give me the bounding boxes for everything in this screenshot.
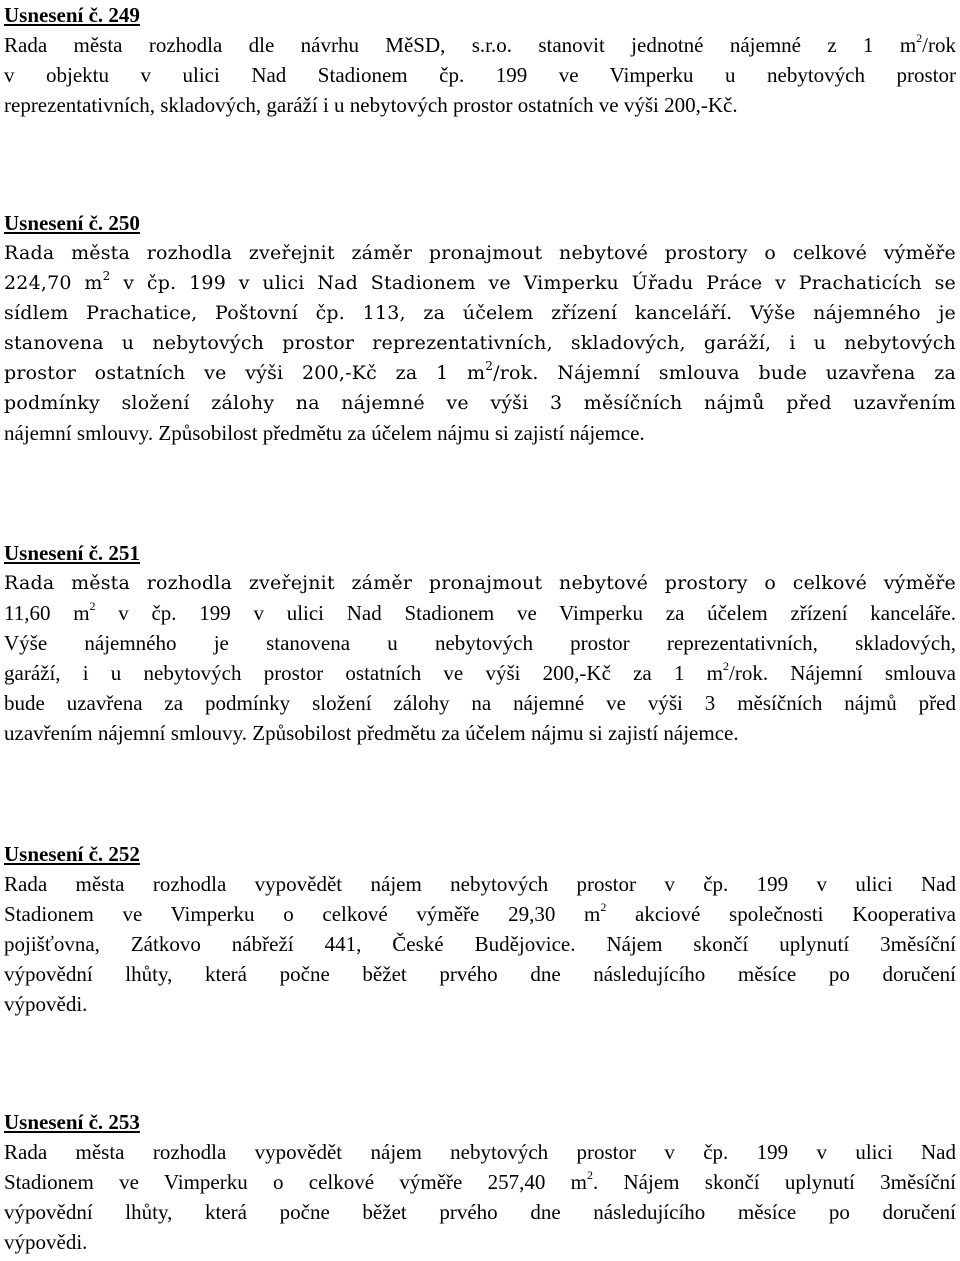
text-line: stanovena u nebytových prostor reprezentativních, skladových, garáží, i u nebytových	[4, 332, 956, 354]
text-line: Stadionem ve Vimperku o celkové výměře 29,30 $m^2$ akciové společnosti Kooperativa	[4, 900, 956, 926]
text-line: výpovědi.	[4, 1230, 88, 1254]
text-line: prostor ostatních ve výši 200,-Kč za 1 $m^2$/rok. Nájemní smlouva bude uzavřena za	[4, 358, 956, 384]
resolution-heading: Usnesení č. 251	[4, 541, 140, 565]
text-line: Výše nájemného je stanovena u nebytových prostor reprezentativních, skladových,	[4, 631, 956, 655]
resolution-251	[4, 538, 956, 748]
resolution-heading: Usnesení č. 250	[4, 211, 140, 235]
resolution-text	[4, 1137, 956, 1257]
resolution-252	[4, 839, 956, 1019]
resolution-heading: Usnesení č. 249	[4, 3, 140, 27]
text-line: reprezentativních, skladových, garáží i u nebytových prostor ostatních ve výši 200,-Kč.	[4, 93, 738, 117]
text-line: 224,70 $m^2$ v čp. 199 v ulici Nad Stadionem ve Vimperku Úřadu Práce v Prachaticích se	[4, 268, 957, 294]
text-line: Rada města rozhodla dle návrhu MěSD, s.r.o. stanovit jednotné nájemné z 1 $m^2$/rok	[4, 31, 956, 57]
text-line: podmínky složení zálohy na nájemné ve výši 3 měsíčních nájmů před uzavřením	[4, 392, 956, 414]
text-line: uzavřením nájemní smlouvy. Způsobilost předmětu za účelem nájmu si zajistí nájemce.	[4, 721, 739, 745]
text-line: výpovědní lhůty, která počne běžet prvého dne následujícího měsíce po doručení	[4, 1200, 956, 1224]
text-line: 11,60 $m^2$ v čp. 199 v ulici Nad Stadionem ve Vimperku za účelem zřízení kanceláře.	[4, 599, 956, 625]
resolution-heading: Usnesení č. 252	[4, 842, 140, 866]
text-line: sídlem Prachatice, Poštovní čp. 113, za účelem zřízení kanceláří. Výše nájemného je	[4, 302, 956, 324]
text-line: Rada města rozhodla vypovědět nájem nebytových prostor v čp. 199 v ulici Nad	[4, 1140, 956, 1164]
resolution-text	[4, 30, 956, 120]
text-line: bude uzavřena za podmínky složení zálohy na nájemné ve výši 3 měsíčních nájmů před	[4, 691, 956, 715]
resolution-text	[4, 238, 956, 448]
text-line: výpovědní lhůty, která počne běžet prvého dne následujícího měsíce po doručení	[4, 962, 956, 986]
resolution-text	[4, 568, 956, 748]
resolution-heading: Usnesení č. 253	[4, 1110, 140, 1134]
text-line: výpovědi.	[4, 992, 88, 1016]
text-line: garáží, i u nebytových prostor ostatních ve výši 200,-Kč za 1 $m^2$/rok. Nájemní smlouva	[4, 659, 956, 685]
text-line: pojišťovna, Zátkovo nábřeží 441, České Budějovice. Nájem skončí uplynutí 3měsíční	[4, 932, 956, 956]
resolution-text	[4, 869, 956, 1019]
resolution-250	[4, 208, 956, 448]
text-line: Rada města rozhodla zveřejnit záměr pronajmout nebytové prostory o celkové výměře	[4, 242, 956, 264]
text-line: Rada města rozhodla vypovědět nájem nebytových prostor v čp. 199 v ulici Nad	[4, 872, 956, 896]
text-line: Stadionem ve Vimperku o celkové výměře 257,40 $m^2$. Nájem skončí uplynutí 3měsíční	[4, 1168, 956, 1194]
text-line: Rada města rozhodla zveřejnit záměr pronajmout nebytové prostory o celkové výměře	[4, 572, 956, 594]
resolution-253	[4, 1107, 956, 1257]
resolution-249	[4, 0, 956, 120]
text-line: nájemní smlouvy. Způsobilost předmětu za účelem nájmu si zajistí nájemce.	[4, 421, 645, 445]
text-line: v objektu v ulici Nad Stadionem čp. 199 ve Vimperku u nebytových prostor	[4, 63, 956, 87]
